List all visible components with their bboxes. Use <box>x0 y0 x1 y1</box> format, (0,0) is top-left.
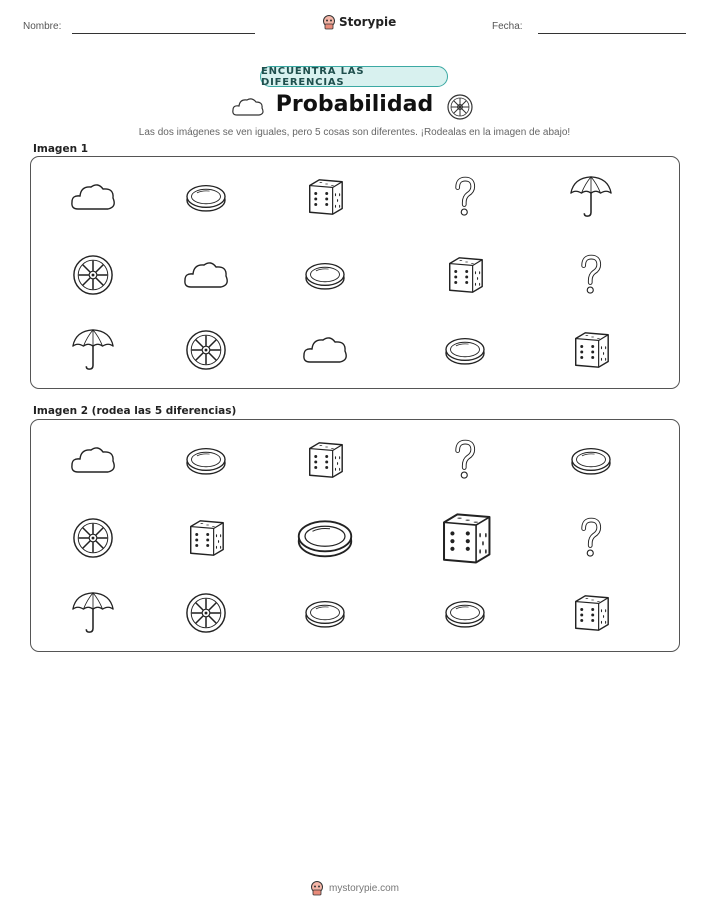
coin-icon <box>176 167 236 227</box>
cloud-icon <box>295 320 355 380</box>
wheel-icon[interactable] <box>63 508 123 568</box>
panel1-label: Imagen 1 <box>33 143 89 155</box>
dice-icon <box>435 245 495 305</box>
footer <box>0 880 709 896</box>
panel2-label: Imagen 2 (rodea las 5 diferencias) <box>33 405 237 417</box>
picture-2-panel[interactable] <box>30 419 680 652</box>
coin-icon <box>435 320 495 380</box>
dice-icon[interactable] <box>295 430 355 490</box>
question-icon[interactable] <box>561 508 621 568</box>
cloud-icon <box>63 167 123 227</box>
picture-1-panel <box>30 156 680 389</box>
wheel-icon[interactable] <box>176 583 236 643</box>
umbrella-icon[interactable] <box>63 583 123 643</box>
title-cloud-icon <box>231 95 265 123</box>
dice-icon[interactable] <box>561 583 621 643</box>
storypie-mascot-icon <box>322 14 336 30</box>
coin-icon[interactable] <box>295 583 355 643</box>
title-wheel-icon <box>446 93 474 125</box>
cloud-icon[interactable] <box>63 430 123 490</box>
wheel-icon <box>63 245 123 305</box>
umbrella-icon <box>561 167 621 227</box>
coin-icon[interactable] <box>176 430 236 490</box>
footer-url[interactable]: mystorypie.com <box>328 882 399 894</box>
brand-logo <box>322 14 396 30</box>
coin-icon[interactable] <box>435 583 495 643</box>
storypie-mascot-icon <box>310 880 324 896</box>
coin-icon[interactable] <box>295 508 355 568</box>
coin-icon <box>295 245 355 305</box>
dice-icon <box>561 320 621 380</box>
umbrella-icon <box>63 320 123 380</box>
question-icon <box>561 245 621 305</box>
dice-icon[interactable] <box>435 508 495 568</box>
page-title: Probabilidad <box>275 92 434 117</box>
wheel-icon <box>176 320 236 380</box>
name-field[interactable] <box>72 33 255 34</box>
question-icon <box>435 167 495 227</box>
date-label: Fecha: <box>492 21 523 32</box>
name-label: Nombre: <box>23 21 62 32</box>
cloud-icon <box>176 245 236 305</box>
question-icon[interactable] <box>435 430 495 490</box>
dice-icon[interactable] <box>176 508 236 568</box>
brand-name: Storypie <box>339 15 397 29</box>
date-field[interactable] <box>538 33 686 34</box>
instructions: Las dos imágenes se ven iguales, pero 5 cosas son diferentes. ¡Rodealas en la imagen de abajo! <box>138 127 571 138</box>
dice-icon <box>295 167 355 227</box>
worksheet-type-badge: ENCUENTRA LAS DIFERENCIAS <box>260 66 448 87</box>
coin-icon[interactable] <box>561 430 621 490</box>
